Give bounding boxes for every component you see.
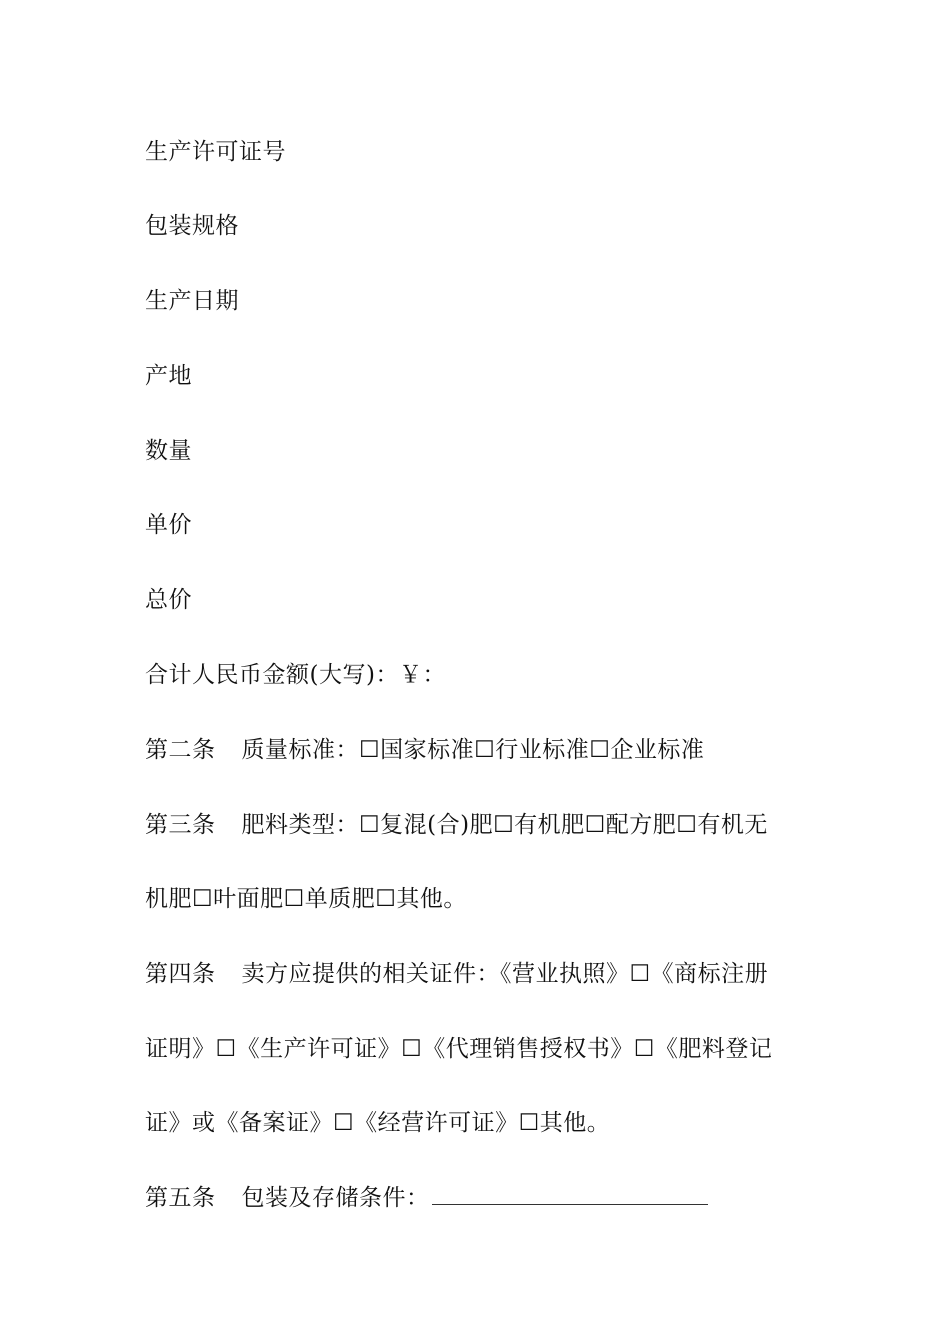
field-quantity: 数量 [145,438,192,464]
article-5-title: 包装及存储条件： [241,1185,430,1211]
article-4-docs-line3: 证》或《备案证》☐《经营许可证》☐其他。 [145,1110,611,1136]
article-3 [145,810,768,840]
article-3-options-line1: ☐复混(合)肥☐有机肥☐配方肥☐有机无 [359,812,768,838]
article-2-title: 质量标准： [241,737,359,763]
field-package-spec: 包装规格 [145,213,239,239]
field-total-price: 总价 [145,587,192,613]
article-4-title: 卖方应提供的相关证件： [241,961,500,987]
article-3-options-line2: 机肥☐叶面肥☐单质肥☐其他。 [145,886,467,912]
article-2 [145,735,704,765]
field-production-date: 生产日期 [145,288,239,314]
article-5 [145,1183,708,1213]
field-license-no: 生产许可证号 [145,139,286,165]
article-5-label: 第五条 [145,1185,216,1211]
field-origin: 产地 [145,363,192,389]
article-4-docs-line1: 《营业执照》☐《商标注册 [500,961,769,987]
article-3-title: 肥料类型： [241,812,359,838]
article-2-options: ☐国家标准☐行业标准☐企业标准 [359,737,705,763]
field-unit-price: 单价 [145,512,192,538]
article-2-label: 第二条 [145,737,216,763]
article-4-docs-line2: 证明》☐《生产许可证》☐《代理销售授权书》☐《肥料登记 [145,1036,773,1062]
article-4-label: 第四条 [145,961,216,987]
blank-fill-line [432,1186,708,1205]
field-total-rmb: 合计人民币金额(大写)：￥： [145,662,446,688]
article-4 [145,959,768,989]
article-3-label: 第三条 [145,812,216,838]
